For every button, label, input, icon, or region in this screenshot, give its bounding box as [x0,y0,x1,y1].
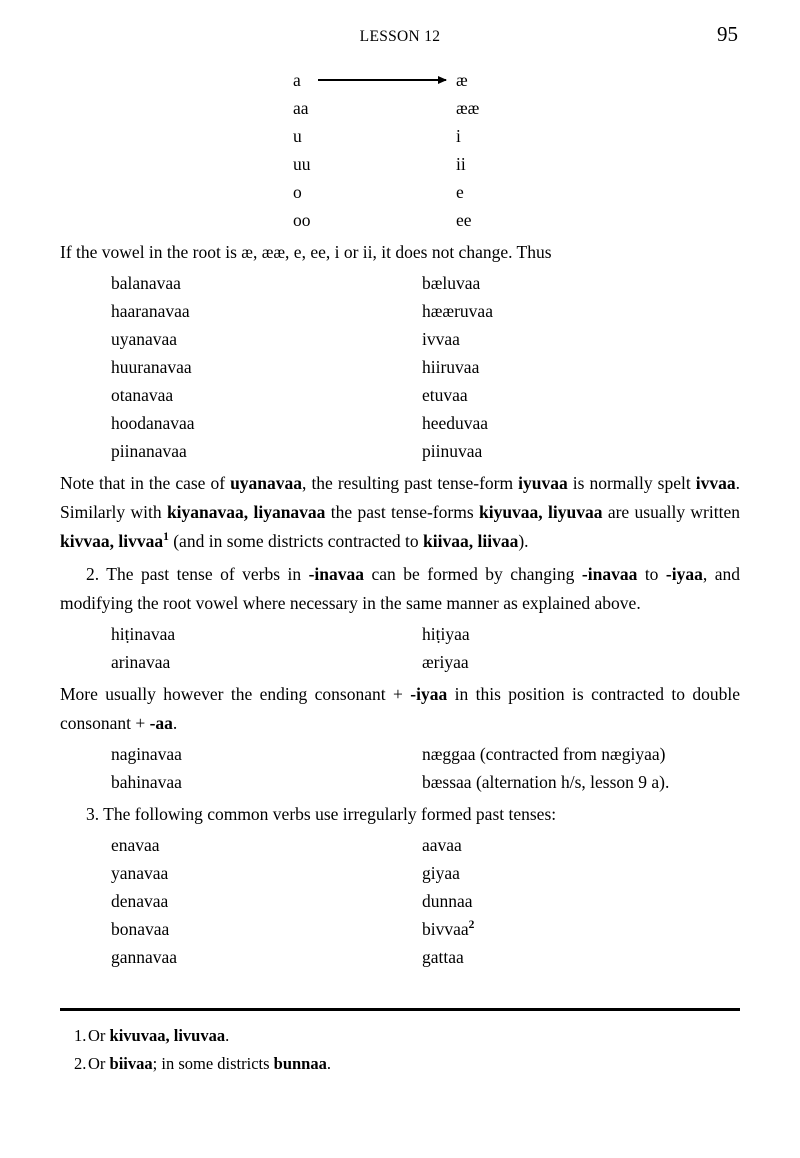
word-list-irregular [60,831,740,971]
section-text: to [637,564,666,584]
present-form: arinavaa [111,652,171,672]
section-number-3: 3. [86,804,100,824]
note-text: are usually written [602,502,740,522]
word-pair-row [60,620,740,648]
word-pair-row [60,437,740,465]
paragraph-section-2 [60,560,740,618]
past-form: hiiruvaa [422,357,480,377]
footnote-term: kivuvaa, livuvaa [109,1026,226,1045]
word-pair-row [60,915,740,943]
vowel-result: ææ [456,98,480,118]
past-form: gattaa [422,947,464,967]
section-number-2: 2. [86,564,100,584]
present-form: enavaa [111,835,160,855]
footnote-marker-1[interactable]: 1 [163,531,169,544]
present-form: otanavaa [111,385,174,405]
present-form: denavaa [111,891,169,911]
word-list-inavaa [60,620,740,676]
footnote-term: bunnaa [273,1054,327,1073]
present-form: haaranavaa [111,301,190,321]
present-form: hiṭinavaa [111,624,176,644]
footnote-text: Or [88,1026,110,1045]
note-text: , the resulting past tense-form [302,473,519,493]
word-pair-row [60,409,740,437]
vowel-shift-row [60,150,740,178]
page-title: LESSON 12 [359,28,441,45]
paragraph-more-usually [60,680,740,738]
footnote-item [60,1050,740,1078]
past-form: bivvaa$^2$ [422,919,475,939]
vowel-source: a [293,70,301,90]
past-form: hiṭiyaa [422,624,470,644]
vowel-source: aa [293,98,309,118]
word-pair-row [60,325,740,353]
section-text: The past tense of verbs in [99,564,309,584]
vowel-shift-row [60,122,740,150]
paragraph-section-3 [60,800,740,829]
vowel-shift-row [60,66,740,94]
note-text: is normally spelt [567,473,696,493]
vowel-shift-row [60,94,740,122]
present-form: hoodanavaa [111,413,195,433]
vowel-source: o [293,182,302,202]
vowel-source: u [293,126,302,146]
note-text: (and in some districts contracted to [168,531,424,551]
paragraph-no-change: If the vowel in the root is æ, ææ, e, ee, i or ii, it does not change. Thus [60,242,552,262]
paragraph-note [60,469,740,556]
past-form: piinuvaa [422,441,483,461]
term-inavaa-b: -inavaa [581,564,638,584]
present-form: bahinavaa [111,772,182,792]
footnote-item [60,1022,740,1050]
term-ivvaa: ivvaa [695,473,736,493]
present-form: piinanavaa [111,441,187,461]
past-form: giyaa [422,863,460,883]
term-iyuvaa: iyuvaa [518,473,568,493]
note-text: ). [518,531,529,551]
word-pair-row [60,768,740,796]
term-kiivaa-liivaa: kiivaa, liivaa [423,531,519,551]
footnote-term: biivaa [109,1054,153,1073]
term-uyanavaa: uyanavaa [230,473,303,493]
word-pair-row [60,740,740,768]
word-pair-row [60,269,740,297]
footnote-text: . [326,1054,331,1073]
word-pair-row [60,297,740,325]
section-text: , and modifying the root vowel where necessary in the same manner as explained above. [60,564,740,613]
word-pair-row [60,381,740,409]
vowel-shift-table [60,66,740,234]
past-form: ivvaa [422,329,460,349]
past-form: næggaa (contracted from nægiyaa) [422,744,666,764]
footnote-block [60,1022,740,1078]
past-form: aavaa [422,835,462,855]
present-form: balanavaa [111,273,181,293]
vowel-shift-row [60,206,740,234]
footnote-marker[interactable]: 2 [468,919,475,932]
page-content [60,58,740,971]
past-form: heeduvaa [422,413,489,433]
word-list-contracted [60,740,740,796]
note-text: the past tense-forms [325,502,479,522]
section-text: The following common verbs use irregularly formed past tenses: [99,804,557,824]
term-iyaa-2: -iyaa [410,684,448,704]
more-text: More usually however the ending consonant + [60,684,411,704]
word-pair-row [60,831,740,859]
word-pair-row [60,353,740,381]
right-arrow-icon [318,79,446,81]
present-form: yanavaa [111,863,169,883]
note-text: . Similarly with [60,473,740,522]
vowel-result: ee [456,210,472,230]
past-form: bæluvaa [422,273,481,293]
word-pair-row [60,859,740,887]
footnote-text: Or [88,1054,110,1073]
page-number: 95 [717,22,738,46]
term-kiyuvaa-liyuvaa: kiyuvaa, liyuvaa [478,502,603,522]
term-aa: -aa [149,713,173,733]
past-form: bæssaa (alternation h/s, lesson 9 a). [422,772,670,792]
footnote-number: 1. [74,1026,87,1045]
section-text: can be formed by changing [364,564,582,584]
past-form: æriyaa [422,652,469,672]
vowel-shift-row [60,178,740,206]
running-head [60,22,740,50]
present-form: uyanavaa [111,329,178,349]
present-form: huuranavaa [111,357,192,377]
footnote-separator-rule [60,1008,740,1011]
past-form: etuvaa [422,385,468,405]
vowel-result: æ [456,70,468,90]
more-text: . [172,713,178,733]
present-form: naginavaa [111,744,182,764]
note-text: Note that in the case of [60,473,231,493]
present-form: bonavaa [111,919,170,939]
word-list-no-change [60,269,740,465]
vowel-source: oo [293,210,311,230]
footnote-number: 2. [74,1054,87,1073]
term-kivvaa-livvaa: kivvaa, livvaa [60,531,164,551]
present-form: gannavaa [111,947,178,967]
vowel-source: uu [293,154,311,174]
past-form: dunnaa [422,891,473,911]
term-kiyanavaa-liyanavaa: kiyanavaa, liyanavaa [166,502,326,522]
vowel-result: ii [456,154,466,174]
word-pair-row [60,648,740,676]
vowel-result: i [456,126,461,146]
word-pair-row [60,943,740,971]
term-inavaa-a: -inavaa [308,564,365,584]
word-pair-row [60,887,740,915]
vowel-result: e [456,182,464,202]
footnote-text: . [225,1026,230,1045]
term-iyaa: -iyaa [665,564,703,584]
more-text: in this position is contracted to double consonant + [60,684,741,733]
past-form: hææruvaa [422,301,493,321]
footnote-text: ; in some districts [152,1054,274,1073]
